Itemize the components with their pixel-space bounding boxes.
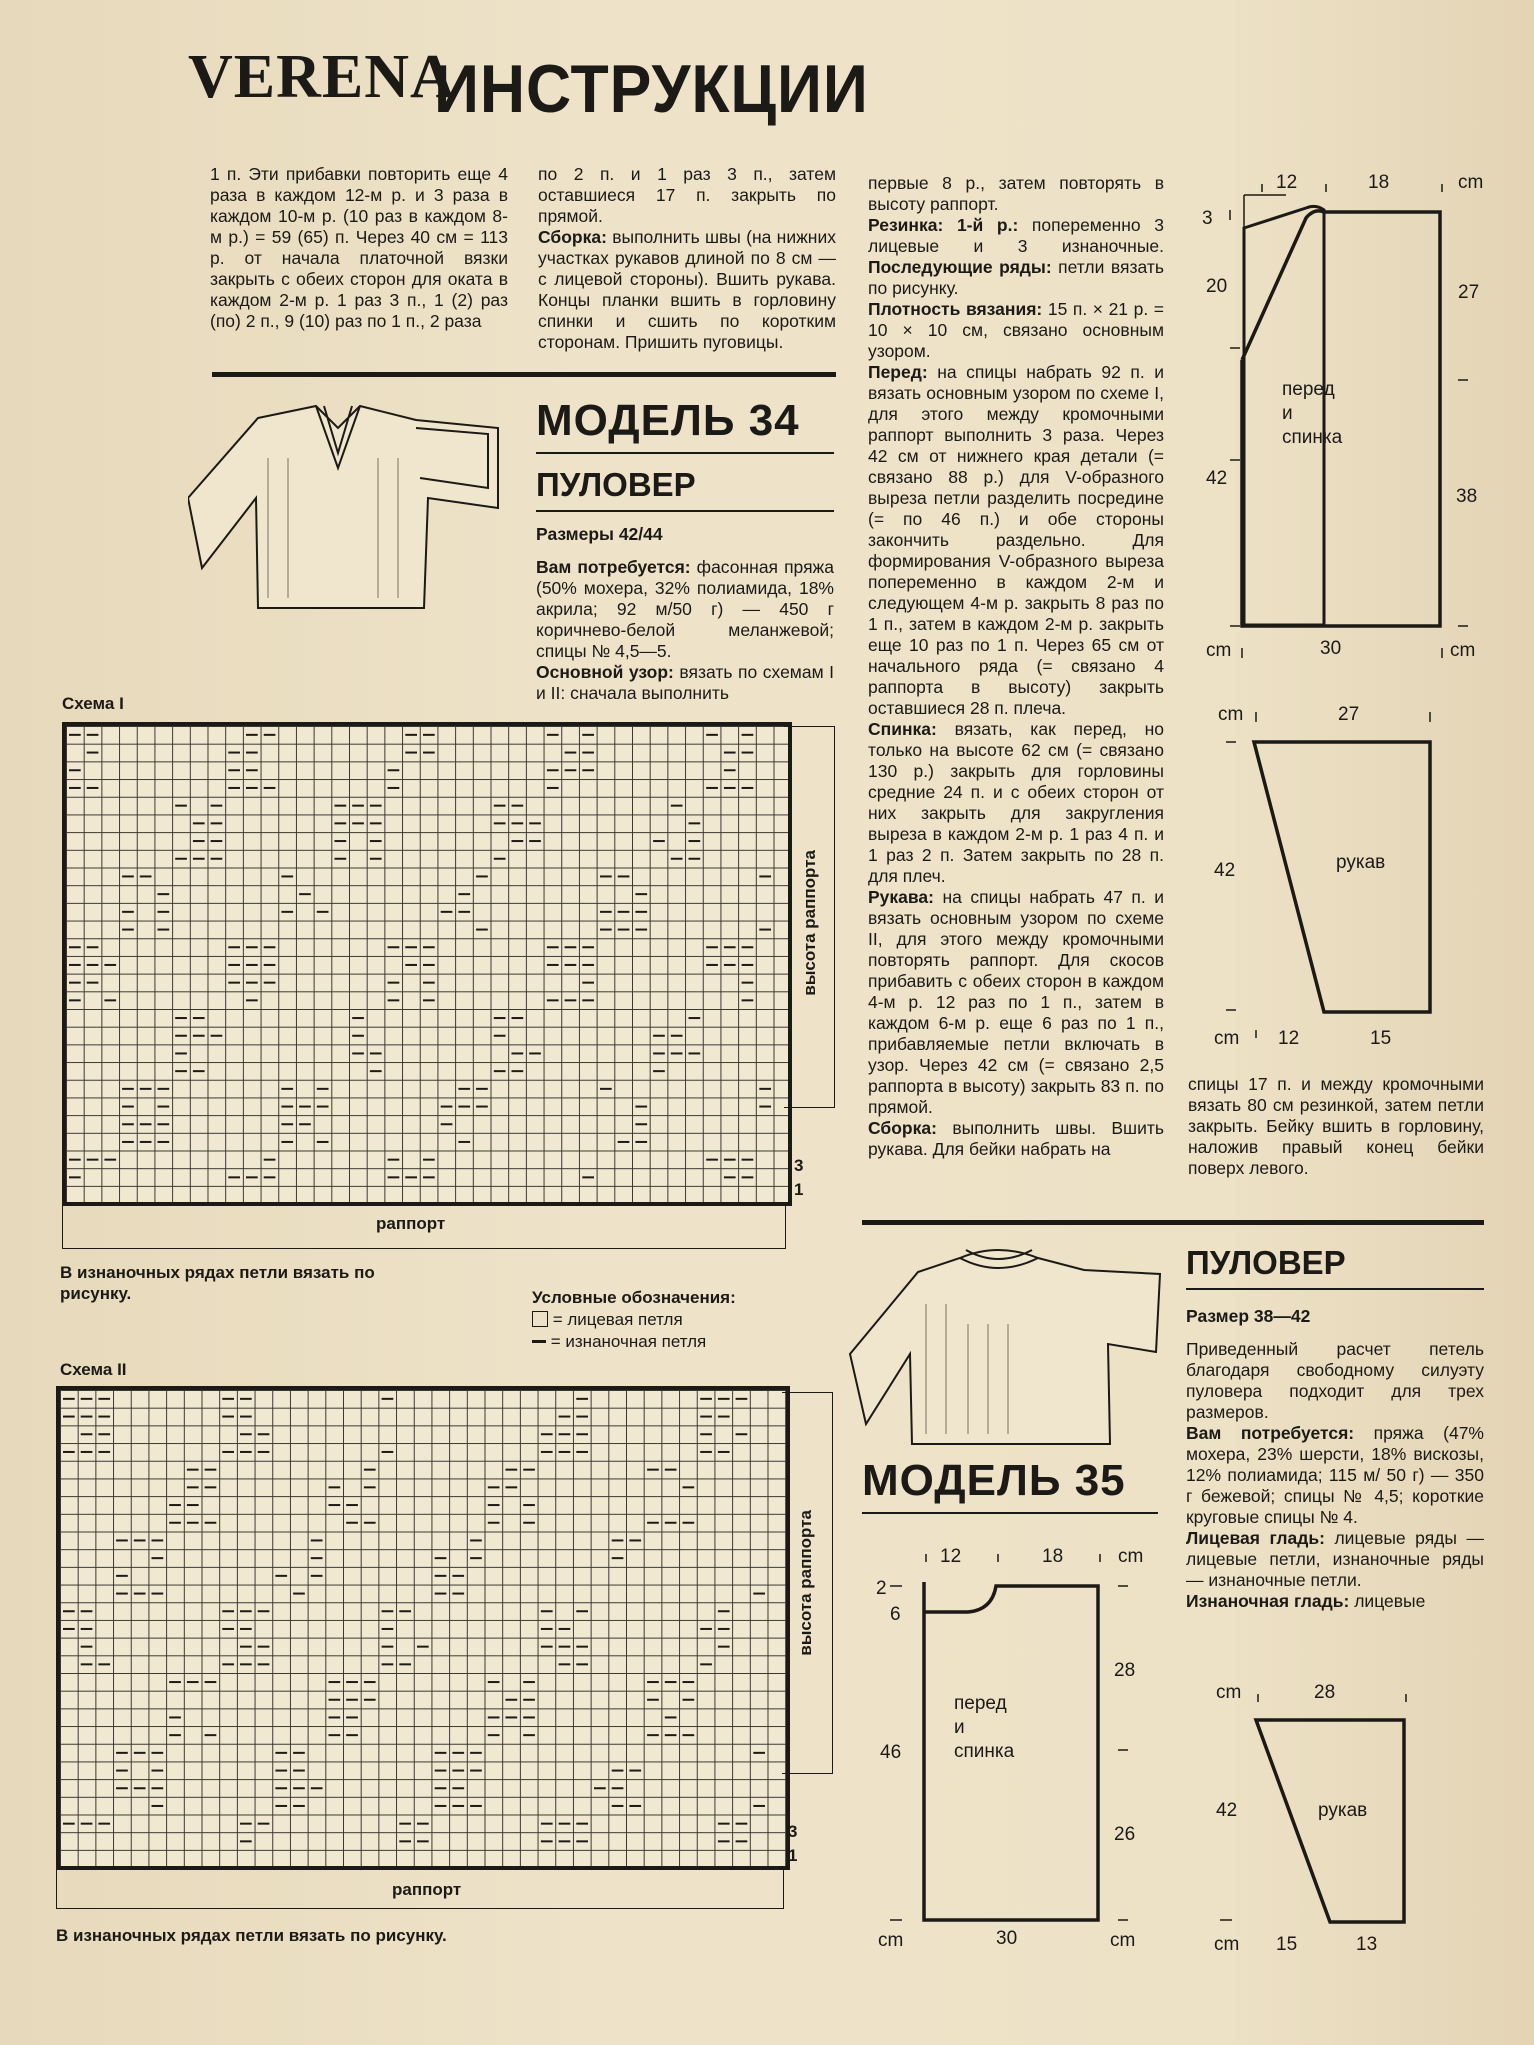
- schema1-rapport: раппорт: [376, 1214, 446, 1233]
- model34-need: фасонная пряжа (50% мохера, 32% полиамида, 18% акрила; 92 м/50 г) — 450 г коричнево-белой меланжевой; спицы № 4,5—5.: [536, 557, 834, 661]
- col3-back: вязать, как перед, но только на высоте 62 см (= связано 130 р.) закрыть для горловины средние 24 п. и с обеих сторон от них закрыть для закругления выреза в каждом 2-м р. 1 раз 4 п. и 1 раз 2 п. Затем закрыть по 28 п. для плеч.: [868, 719, 1164, 886]
- col3-assembly-label: Сборка:: [868, 1118, 937, 1138]
- d34-bottom-30: 30: [1320, 638, 1342, 659]
- col3-text: [868, 173, 1164, 1160]
- d35s-bottom-13: 13: [1356, 1934, 1378, 1955]
- legend-purl-label: = изнаночная петля: [550, 1332, 707, 1351]
- schema1-note: В изнаночных рядах петли вязать по рисунку.: [60, 1263, 375, 1303]
- legend-knit-label: = лицевая петля: [552, 1310, 683, 1329]
- d35-label2: и: [954, 1717, 965, 1738]
- col4-mid-text: спицы 17 п. и между кромочными вязать 80 см резинкой, затем петли закрыть. Бейку вшить в горловину, наложив правый конец бейки поверх левого.: [1188, 1074, 1484, 1178]
- schema2-row1: 1: [788, 1846, 798, 1865]
- schema1-row1: 1: [794, 1180, 804, 1199]
- d35-bottom-30: 30: [996, 1928, 1018, 1949]
- d34s-bottom-cm: cm: [1214, 1028, 1240, 1049]
- model35-stock-label: Лицевая гладь:: [1186, 1528, 1325, 1548]
- diagram34-body-shape: [1196, 160, 1496, 680]
- schema2-note: В изнаночных рядах петли вязать по рисунку.: [56, 1926, 447, 1945]
- d34s-bottom-12: 12: [1278, 1028, 1300, 1049]
- divider-model35: [862, 1220, 1484, 1225]
- d34-label1: перед: [1282, 379, 1335, 400]
- divider-top: [212, 372, 836, 377]
- model35-text: [1186, 1306, 1484, 1612]
- col3-rib: попеременно 3 лицевые и 3 изнаночные.: [868, 215, 1164, 256]
- schema1-grid: [62, 722, 792, 1206]
- model34-title: МОДЕЛЬ 34: [536, 396, 800, 445]
- schema2-rapport: раппорт: [392, 1880, 462, 1899]
- col3-assembly: выполнить швы. Вшить рукава. Для бейки набрать на: [868, 1118, 1164, 1159]
- schema2-purl-marks: [60, 1390, 786, 1866]
- legend-knit: [532, 1310, 683, 1330]
- model34-rule: [536, 452, 834, 454]
- d35s-bottom-cm: cm: [1214, 1934, 1240, 1955]
- d34-bottom-cm-r: cm: [1450, 640, 1476, 661]
- model35-garment: ПУЛОВЕР: [1186, 1244, 1346, 1281]
- d34-left-42: 42: [1206, 468, 1228, 489]
- legend-purl: [532, 1332, 706, 1352]
- model34-garment: ПУЛОВЕР: [536, 466, 696, 503]
- model35-title: МОДЕЛЬ 35: [862, 1456, 1126, 1505]
- col3-sleeves: на спицы набрать 47 п. и вязать основным узором по схеме II, для этого между кромочными повторять раппорт. Для скосов прибавить с обеих сторон в каждом 4-м р. 12 раз по 1 п., затем в каждом 6-м р. еще 6 раз по 1 п., прибавляемые петли включать в узор. Через 42 см (= связано 2,5 раппорта в высоту) закрыть 83 п. по прямой.: [868, 887, 1164, 1117]
- sweater-34-illustration: [188, 398, 500, 616]
- col3-density-label: Плотность вязания:: [868, 299, 1043, 319]
- d35s-label: рукав: [1318, 1800, 1368, 1821]
- col1-text: 1 п. Эти прибавки повторить еще 4 раза в каждом 12-м р. и 3 раза в каждом 10-м р. (10 раз в каждом 8-м р.) = 59 (65) п. Через 40 см = 113 р. от начала платочной вязки закрыть с обеих сторон для оката в каждом 2-м р. 1 раз 3 п., 1 (2) раз (по) 2 п., 9 (10) раз по 1 п., 2 раза: [210, 164, 508, 331]
- model35-need-label: Вам потребуется:: [1186, 1423, 1355, 1443]
- d35-body-label: [954, 1692, 1014, 1764]
- col2-text: [538, 164, 836, 353]
- model35-stock: лицевые ряды — лицевые петли, изнаночные ряды — изнаночные петли.: [1186, 1528, 1484, 1590]
- col3-front-label: Перед:: [868, 362, 928, 382]
- col2-assembly-label: Сборка:: [538, 227, 607, 247]
- d34s-cm: cm: [1218, 704, 1244, 725]
- d34-top-cm: cm: [1458, 172, 1484, 193]
- model34-rule2: [536, 510, 834, 512]
- model35-sizes: Размер 38—42: [1186, 1306, 1311, 1326]
- model35-rule: [1186, 1288, 1484, 1290]
- d35-right-28: 28: [1114, 1660, 1136, 1681]
- model34-pattern-label: Основной узор:: [536, 662, 674, 682]
- d35-left-6: 6: [890, 1604, 901, 1625]
- d35-bottom-cm-r: cm: [1110, 1930, 1136, 1951]
- col3-p0: первые 8 р., затем повторять в высоту раппорт.: [868, 173, 1164, 214]
- col2-assembly: выполнить швы (на нижних участках рукавов длиной по 8 см — с лицевой стороны). Вшить рукава. Концы планки вшить в горловину спинки и сшить по коротким сторонам. Пришить пуговицы.: [538, 227, 836, 352]
- d34s-bottom-15: 15: [1370, 1028, 1392, 1049]
- model35-intro: Приведенный расчет петель благодаря свободному силуэту пуловера подходит для трех размеров.: [1186, 1339, 1484, 1422]
- schema1-height-label: высота раппорта: [800, 850, 819, 996]
- d35-left-2: 2: [876, 1578, 887, 1599]
- d35-top-a: 12: [940, 1546, 962, 1567]
- model34-need-label: Вам потребуется:: [536, 557, 691, 577]
- d35s-cm: cm: [1216, 1682, 1242, 1703]
- d35-label1: перед: [954, 1693, 1007, 1714]
- model35-rule2: [862, 1512, 1158, 1514]
- col3-density: 15 п. × 21 р. = 10 × 10 см, связано основным узором.: [868, 299, 1164, 361]
- d35-top-cm: cm: [1118, 1546, 1144, 1567]
- brand-logo: VERENA: [188, 43, 456, 111]
- d35-top-b: 18: [1042, 1546, 1064, 1567]
- d34-top-a: 12: [1276, 172, 1298, 193]
- d34-label3: спинка: [1282, 427, 1343, 448]
- schema2-label: Схема II: [60, 1360, 127, 1379]
- model34-sizes: Размеры 42/44: [536, 524, 663, 544]
- d34-left-20: 20: [1206, 276, 1228, 297]
- col3-rib2: петли вязать по рисунку.: [868, 257, 1164, 298]
- d35-bottom-cm-l: cm: [878, 1930, 904, 1951]
- d35-left-46: 46: [880, 1742, 902, 1763]
- model35-rev-label: Изнаночная гладь:: [1186, 1591, 1350, 1611]
- d34s-top-27: 27: [1338, 704, 1360, 725]
- model35-need: пряжа (47% мохера, 23% шерсти, 18% вискозы, 12% полиамида; 115 м/ 50 г) — 350 г бежевой; спицы № 4,5; короткие круговые спицы № 4.: [1186, 1423, 1484, 1527]
- d35s-bottom-15: 15: [1276, 1934, 1298, 1955]
- schema1-label: Схема I: [62, 694, 124, 713]
- col3-rib2-label: Последующие ряды:: [868, 257, 1052, 277]
- d35s-left-42: 42: [1216, 1800, 1238, 1821]
- knit-square-icon: [532, 1311, 548, 1327]
- page-title: ИНСТРУКЦИИ: [434, 51, 869, 127]
- model35-rev: лицевые: [1349, 1591, 1426, 1611]
- schema2-height-label: высота раппорта: [796, 1510, 815, 1656]
- d34-label2: и: [1282, 403, 1293, 424]
- sweater-35-illustration: [848, 1244, 1162, 1454]
- col3-rib-label: Резинка: 1-й р.:: [868, 215, 1019, 235]
- model34-pattern: вязать по схемам I и II: сначала выполнить: [536, 662, 834, 703]
- schema1-row3: 3: [794, 1156, 804, 1175]
- d35s-top-28: 28: [1314, 1682, 1336, 1703]
- d34-top-b: 18: [1368, 172, 1390, 193]
- d35-label3: спинка: [954, 1741, 1015, 1762]
- schema2-grid: [56, 1386, 790, 1870]
- d34s-label: рукав: [1336, 852, 1386, 873]
- model34-text: [536, 524, 834, 704]
- d34-right-27: 27: [1458, 282, 1480, 303]
- legend-title: Условные обозначения:: [532, 1288, 736, 1307]
- schema1-purl-marks: [66, 726, 788, 1202]
- schema2-row3: 3: [788, 1822, 798, 1841]
- d34s-left-42: 42: [1214, 860, 1236, 881]
- d34-left-3: 3: [1202, 208, 1213, 229]
- d34-bottom-cm-l: cm: [1206, 640, 1232, 661]
- col3-sleeves-label: Рукава:: [868, 887, 934, 907]
- col3-front: на спицы набрать 92 п. и вязать основным узором по схеме I, для этого между кромочными раппорт выполнить 3 раза. Через 42 см от нижнего края детали (= связано 88 р.) для V-образного выреза петли разделить посредине (= по 46 п.) и обе стороны закончить раздельно. Для формирования V-образного выреза попеременно в каждом 2-м и следующем 4-м р. закрыть 8 раз по 1 п., затем в каждом 2-м р. закрыть еще 10 раз по 1 п. Через 65 см от начального ряда (= связано 4 раппорта в высоту) закрыть оставшиеся 28 п. плеча.: [868, 362, 1164, 718]
- d35-right-26: 26: [1114, 1824, 1136, 1845]
- d34-body-label: [1282, 378, 1342, 450]
- col3-back-label: Спинка:: [868, 719, 937, 739]
- purl-dash-icon: [532, 1340, 546, 1343]
- col2-p1: по 2 п. и 1 раз 3 п., затем оставшиеся 17 п. закрыть по прямой.: [538, 164, 836, 226]
- d34-right-38: 38: [1456, 486, 1478, 507]
